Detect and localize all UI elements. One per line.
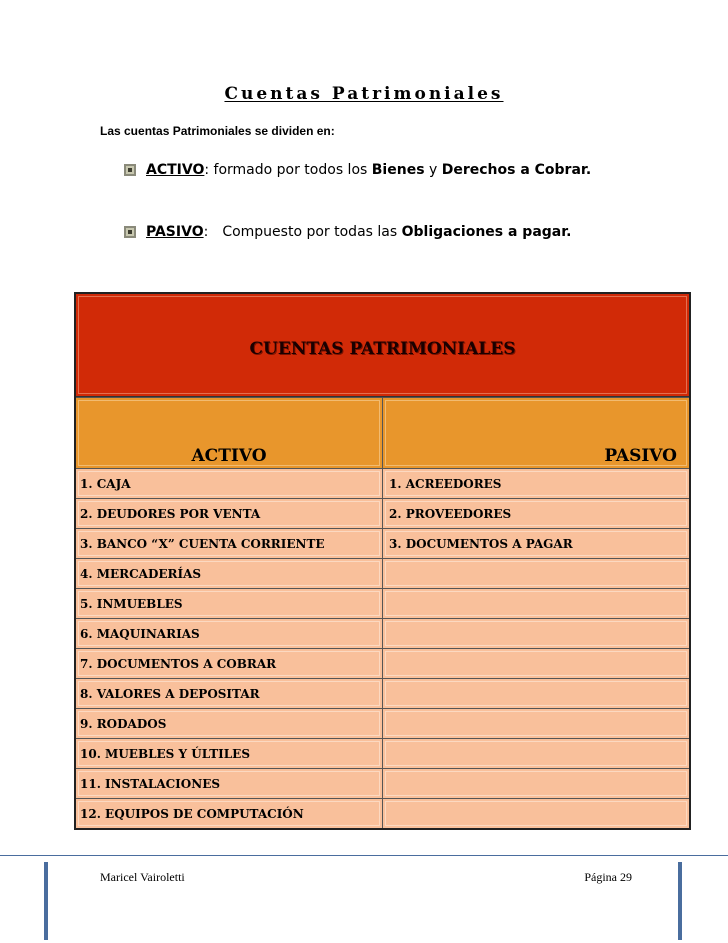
column-header-pasivo: PASIVO xyxy=(604,446,677,466)
pasivo-cell xyxy=(383,739,689,768)
footer-divider xyxy=(0,855,728,856)
table-row xyxy=(76,588,689,618)
activo-cell: 4. MERCADERÍAS xyxy=(76,559,383,588)
table-row xyxy=(76,618,689,648)
table-row xyxy=(76,738,689,768)
footer-left-bar xyxy=(44,862,48,940)
table-row xyxy=(76,498,689,528)
pasivo-cell xyxy=(383,649,689,678)
table-row xyxy=(76,708,689,738)
table-header xyxy=(76,294,689,397)
activo-cell: 11. INSTALACIONES xyxy=(76,769,383,798)
footer-right-bar xyxy=(678,862,682,940)
pasivo-cell xyxy=(383,709,689,738)
square-bullet-icon xyxy=(124,226,136,238)
pasivo-cell: 2. PROVEEDORES xyxy=(383,499,689,528)
pasivo-cell xyxy=(383,769,689,798)
table-row xyxy=(76,648,689,678)
activo-cell: 10. MUEBLES Y ÚLTILES xyxy=(76,739,383,768)
square-bullet-icon xyxy=(124,164,136,176)
column-header-row xyxy=(76,397,689,468)
activo-cell: 9. RODADOS xyxy=(76,709,383,738)
pasivo-cell xyxy=(383,799,689,828)
activo-cell: 8. VALORES A DEPOSITAR xyxy=(76,679,383,708)
footer-author: Maricel Vairoletti xyxy=(100,870,185,884)
pasivo-cell xyxy=(383,589,689,618)
activo-cell: 2. DEUDORES POR VENTA xyxy=(76,499,383,528)
bullet-pasivo: PASIVO : Compuesto por todas las Obligaciones a pagar. xyxy=(124,224,571,240)
activo-cell: 1. CAJA xyxy=(76,469,383,498)
footer-page-number: Página 29 xyxy=(584,870,632,884)
table-row xyxy=(76,678,689,708)
pasivo-cell: 1. ACREEDORES xyxy=(383,469,689,498)
table-row xyxy=(76,468,689,498)
bullet-activo: ACTIVO : formado por todos los Bienes y Derechos a Cobrar. xyxy=(124,162,591,178)
table-row xyxy=(76,798,689,828)
activo-cell: 3. BANCO “X” CUENTA CORRIENTE xyxy=(76,529,383,558)
table-row xyxy=(76,768,689,798)
table-row xyxy=(76,528,689,558)
pasivo-cell xyxy=(383,679,689,708)
activo-cell: 6. MAQUINARIAS xyxy=(76,619,383,648)
table-row xyxy=(76,558,689,588)
bullet-term: PASIVO xyxy=(146,224,204,240)
page-title: Cuentas Patrimoniales xyxy=(224,84,504,104)
activo-cell: 7. DOCUMENTOS A COBRAR xyxy=(76,649,383,678)
pasivo-cell xyxy=(383,559,689,588)
pasivo-cell xyxy=(383,619,689,648)
table-header-title: CUENTAS PATRIMONIALES xyxy=(249,339,516,359)
accounts-table xyxy=(74,292,691,830)
bullet-term: ACTIVO xyxy=(146,162,205,178)
activo-cell: 12. EQUIPOS DE COMPUTACIÓN xyxy=(76,799,383,828)
intro-text: Las cuentas Patrimoniales se dividen en: xyxy=(100,124,335,138)
activo-cell: 5. INMUEBLES xyxy=(76,589,383,618)
column-header-activo: ACTIVO xyxy=(191,446,267,466)
pasivo-cell: 3. DOCUMENTOS A PAGAR xyxy=(383,529,689,558)
